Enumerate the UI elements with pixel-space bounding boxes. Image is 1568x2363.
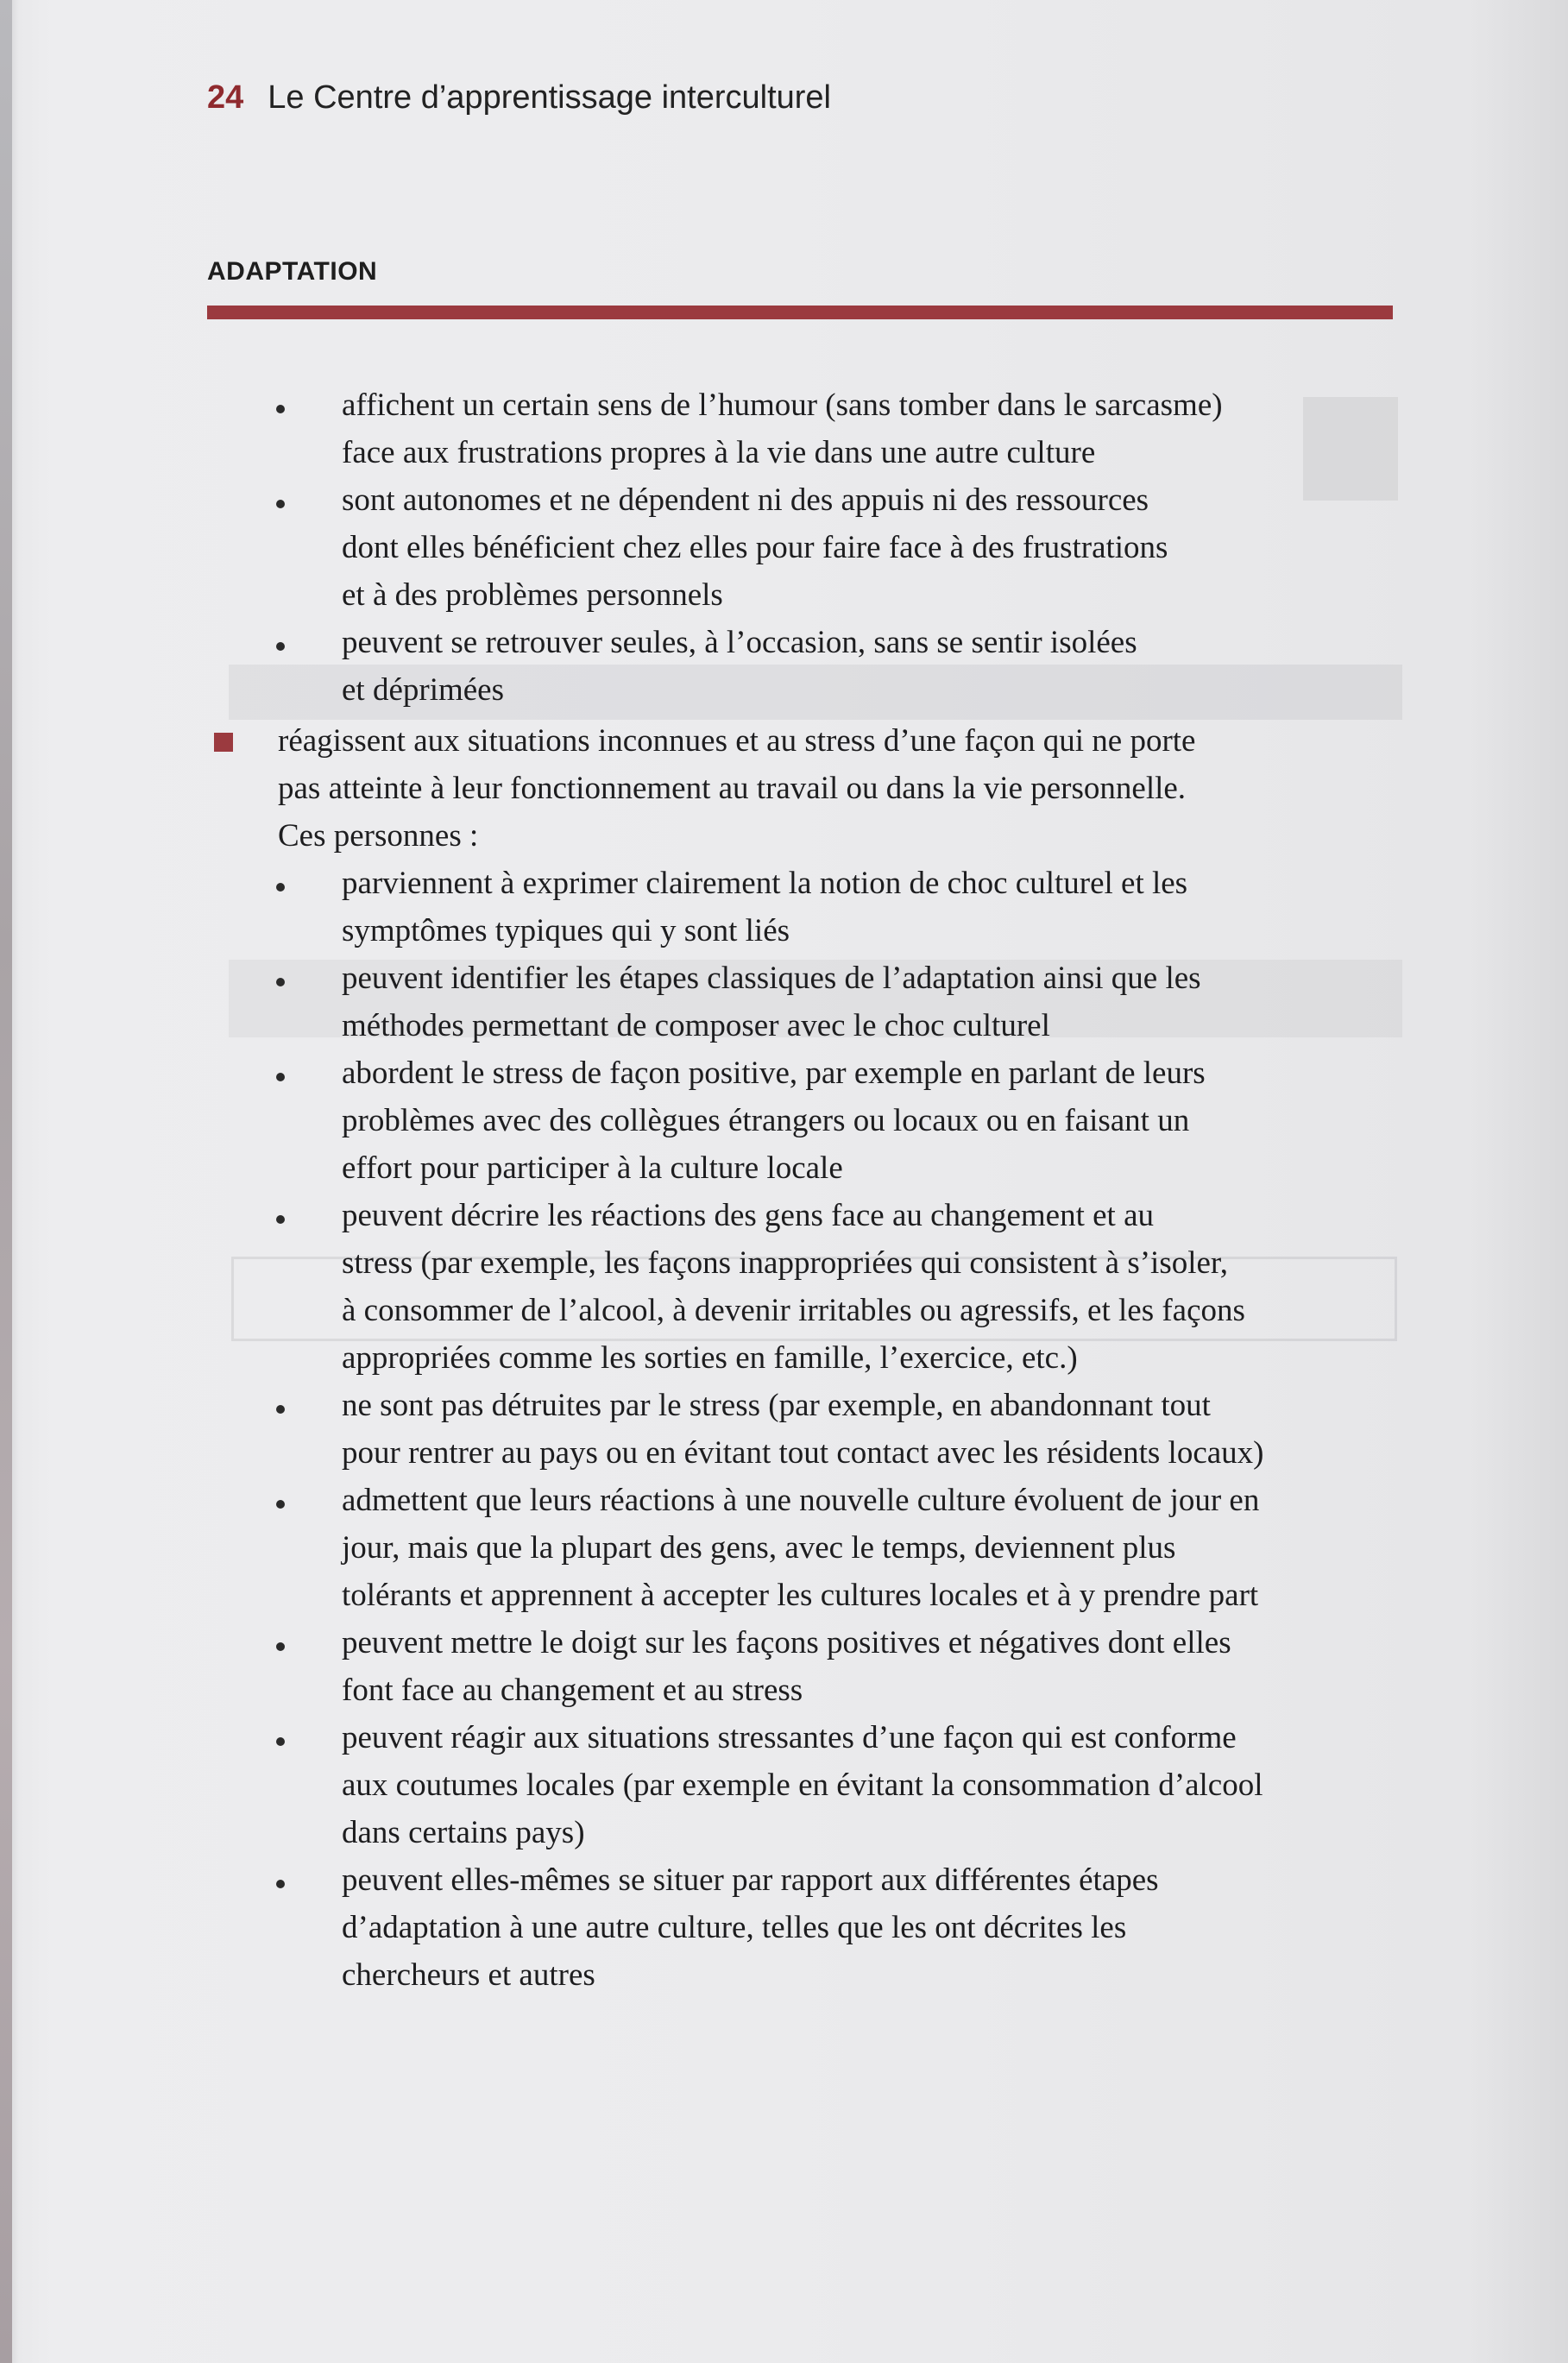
- bullet-text-line: méthodes permettant de composer avec le choc culturel: [342, 1008, 1050, 1043]
- bullet-text-line: dans certains pays): [342, 1815, 585, 1850]
- page-number: 24: [207, 79, 244, 116]
- bullet-text-line: affichent un certain sens de l’humour (sans tomber dans le sarcasme): [342, 388, 1223, 423]
- bullet-text-line: peuvent mettre le doigt sur les façons positives et négatives dont elles: [342, 1625, 1231, 1660]
- bullet-text-line: chercheurs et autres: [342, 1957, 595, 1993]
- bullet-icon: [276, 1500, 285, 1509]
- bullet-text-line: font face au changement et au stress: [342, 1673, 803, 1708]
- bullet-text-line: ne sont pas détruites par le stress (par exemple, en abandonnant tout: [342, 1388, 1211, 1423]
- main-item-line: réagissent aux situations inconnues et au stress d’une façon qui ne porte: [278, 723, 1196, 759]
- bullet-icon: [276, 978, 285, 986]
- bullet-text-line: jour, mais que la plupart des gens, avec le temps, deviennent plus: [342, 1530, 1176, 1566]
- bullet-icon: [276, 1405, 285, 1414]
- bullet-text-line: tolérants et apprennent à accepter les cultures locales et à y prendre part: [342, 1578, 1259, 1613]
- bullet-text-line: abordent le stress de façon positive, par exemple en parlant de leurs: [342, 1055, 1206, 1091]
- bullet-text-line: peuvent identifier les étapes classiques de l’adaptation ainsi que les: [342, 961, 1201, 996]
- main-item-line: pas atteinte à leur fonctionnement au travail ou dans la vie personnelle.: [278, 771, 1187, 806]
- bullet-text-line: dont elles bénéficient chez elles pour faire face à des frustrations: [342, 530, 1168, 565]
- bullet-icon: [276, 1073, 285, 1081]
- bullet-text-line: sont autonomes et ne dépendent ni des appuis ni des ressources: [342, 482, 1149, 518]
- show-through-block: [1303, 397, 1398, 501]
- bullet-icon: [276, 1642, 285, 1651]
- page-stack-edge: [0, 0, 12, 2363]
- section-rule: [207, 306, 1393, 319]
- bullet-icon: [276, 405, 285, 413]
- bullet-icon: [276, 1880, 285, 1888]
- bullet-text-line: appropriées comme les sorties en famille, l’exercice, etc.): [342, 1340, 1078, 1376]
- bullet-text-line: admettent que leurs réactions à une nouvelle culture évoluent de jour en: [342, 1483, 1260, 1518]
- book-title: Le Centre d’apprentissage interculturel: [268, 79, 831, 116]
- bullet-icon: [276, 1215, 285, 1224]
- bullet-icon: [276, 642, 285, 651]
- bullet-text-line: et déprimées: [342, 672, 504, 708]
- main-item-line: Ces personnes :: [278, 818, 479, 854]
- bullet-text-line: à consommer de l’alcool, à devenir irritables ou agressifs, et les façons: [342, 1293, 1245, 1328]
- bullet-text-line: d’adaptation à une autre culture, telles que les ont décrites les: [342, 1910, 1127, 1945]
- bullet-text-line: peuvent se retrouver seules, à l’occasion, sans se sentir isolées: [342, 625, 1137, 660]
- bullet-text-line: problèmes avec des collègues étrangers ou locaux ou en faisant un: [342, 1103, 1190, 1138]
- bullet-text-line: symptômes typiques qui y sont liés: [342, 913, 790, 948]
- bullet-text-line: et à des problèmes personnels: [342, 577, 723, 613]
- bullet-text-line: parviennent à exprimer clairement la notion de choc culturel et les: [342, 866, 1188, 901]
- bullet-text-line: stress (par exemple, les façons inappropriées qui consistent à s’isoler,: [342, 1245, 1229, 1281]
- bullet-text-line: peuvent elles-mêmes se situer par rapport aux différentes étapes: [342, 1862, 1159, 1898]
- bullet-icon: [276, 500, 285, 508]
- bullet-icon: [276, 1737, 285, 1746]
- bullet-text-line: effort pour participer à la culture locale: [342, 1150, 843, 1186]
- section-label: ADAPTATION: [207, 257, 378, 286]
- bullet-text-line: peuvent décrire les réactions des gens face au changement et au: [342, 1198, 1154, 1233]
- running-header: [207, 79, 831, 117]
- bullet-text-line: peuvent réagir aux situations stressantes d’une façon qui est conforme: [342, 1720, 1237, 1755]
- bullet-icon: [276, 883, 285, 892]
- square-bullet-icon: [214, 733, 233, 752]
- bullet-text-line: aux coutumes locales (par exemple en évitant la consommation d’alcool: [342, 1768, 1263, 1803]
- bullet-text-line: pour rentrer au pays ou en évitant tout contact avec les résidents locaux): [342, 1435, 1264, 1471]
- bullet-text-line: face aux frustrations propres à la vie dans une autre culture: [342, 435, 1096, 470]
